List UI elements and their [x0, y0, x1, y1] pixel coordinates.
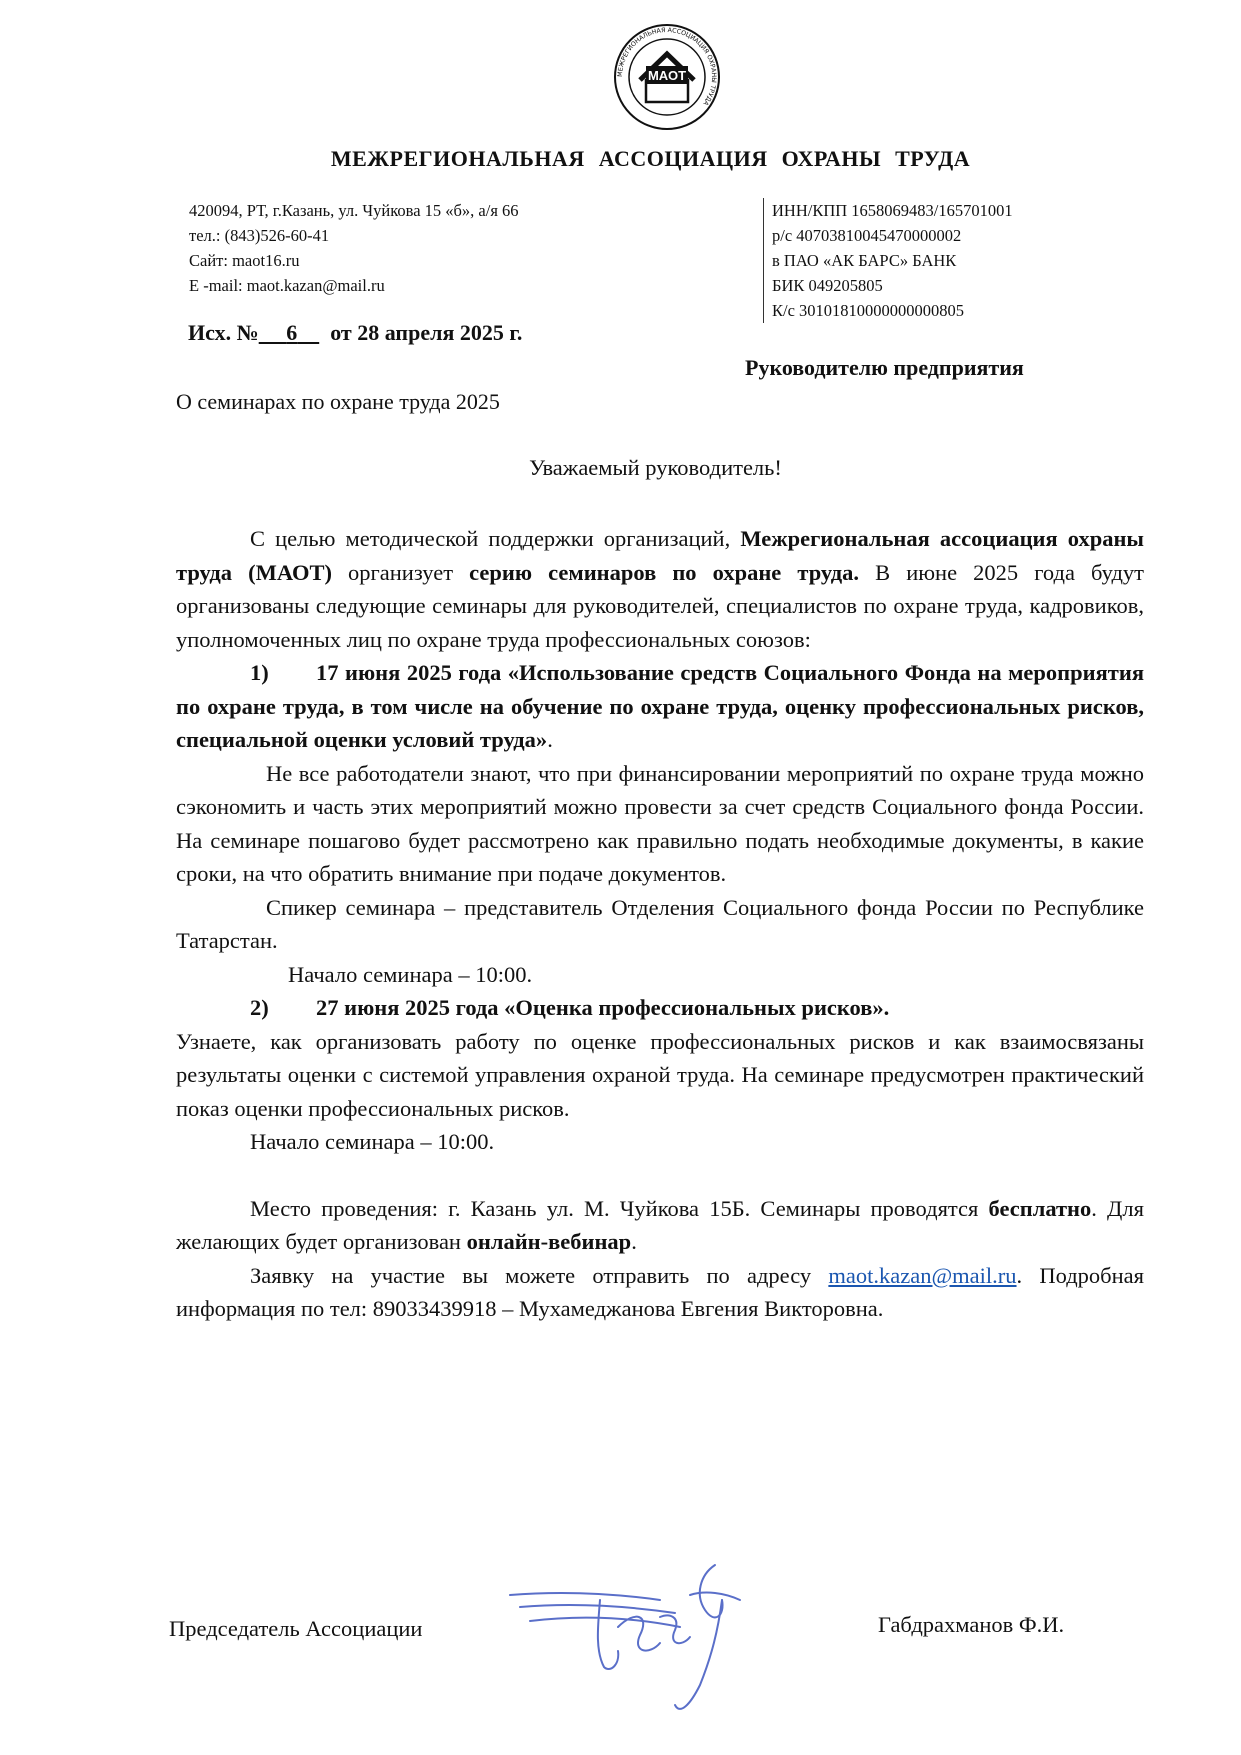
seminar-1-title: 1) 17 июня 2025 года «Использование средств Социального Фонда на мероприятия по охране труда, в том числе на обучение по охране труда, оценку профессиональных рисков, специальной оценки условий труда». — [176, 660, 1144, 752]
organization-name: МЕЖРЕГИОНАЛЬНАЯ АССОЦИАЦИЯ ОХРАНЫ ТРУДА — [330, 146, 971, 171]
intro-paragraph: С целью методической поддержки организаций, Межрегиональная ассоциация охраны труда (МАОТ) организует серию семинаров по охране труда. В июне 2025 года будут организованы следующие семинары для руководителей, специалистов по охране труда, кадровиков, уполномоченных лиц по охране труда профессиональных союзов: — [176, 526, 1145, 652]
venue-paragraph: Место проведения: г. Казань ул. М. Чуйкова 15Б. Семинары проводятся бесплатно. Для желающих будет организован онлайн-вебинар. — [176, 1195, 1144, 1254]
contact-line: Сайт: maot16.ru — [189, 251, 300, 270]
bank-line: в ПАО «АК БАРС» БАНК — [772, 251, 957, 270]
contact-line: 420094, РТ, г.Казань, ул. Чуйкова 15 «б», а/я 66 — [189, 201, 519, 220]
bank-line: р/с 40703810045470000002 — [772, 226, 962, 245]
bank-line: БИК 049205805 — [772, 276, 883, 295]
letter-body — [176, 522, 1144, 1326]
contact-line: E -mail: maot.kazan@mail.ru — [189, 276, 385, 295]
maot-logo — [612, 22, 722, 132]
spacer — [176, 1159, 1144, 1192]
ref-number: 6 — [286, 320, 298, 345]
handwritten-signature — [500, 1555, 770, 1725]
contact-line: тел.: (843)526-60-41 — [189, 226, 330, 245]
signatory-position: Председатель Ассоциации — [169, 1616, 423, 1641]
bank-line: К/с 30101810000000000805 — [772, 301, 965, 320]
bank-details-block — [763, 198, 1013, 323]
bank-line: ИНН/КПП 1658069483/165701001 — [772, 201, 1013, 220]
contacts-block — [189, 198, 519, 298]
seminar-1-start: Начало семинара – 10:00. — [288, 961, 533, 987]
logo-text: МАОТ — [647, 68, 687, 83]
application-paragraph: Заявку на участие вы можете отправить по адресу maot.kazan@mail.ru. Подробная информация по тел: 89033439918 – Мухамеджанова Евгения Викторовна. — [176, 1262, 1145, 1321]
seminar-2-start: Начало семинара – 10:00. — [250, 1129, 495, 1154]
email-link[interactable]: maot.kazan@mail.ru — [828, 1262, 1017, 1288]
subject-line: О семинарах по охране труда 2025 — [176, 389, 500, 414]
recipient: Руководителю предприятия — [745, 355, 1024, 380]
ref-date: от 28 апреля 2025 г. — [330, 320, 523, 345]
seminar-1-speaker: Спикер семинара – представитель Отделения Социального фонда России по Республике Татарстан. — [176, 894, 1144, 953]
seminar-1-description: Не все работодатели знают, что при финансировании мероприятий по охране труда можно сэкономить и часть этих мероприятий можно провести за счет средств Социального фонда России. На семинаре пошагово будет рассмотрено как правильно подать необходимые документы, в какие сроки, на что обратить внимание при подаче документов. — [176, 760, 1144, 886]
seminar-2-description: Узнаете, как организовать работу по оценке профессиональных рисков и как взаимосвязаны результаты оценки с системой управления охраной труда. На семинаре предусмотрен практический показ оценки профессиональных рисков. — [176, 1028, 1144, 1121]
logo-ring-text: МЕЖРЕГИОНАЛЬНАЯ АССОЦИАЦИЯ ОХРАНЫ ТРУДА — [616, 26, 718, 107]
greeting: Уважаемый руководитель! — [529, 455, 782, 480]
signatory-name: Габдрахманов Ф.И. — [878, 1612, 1065, 1637]
seminar-2-title: 2) 27 июня 2025 года «Оценка профессиональных рисков». — [250, 995, 890, 1020]
outgoing-reference — [188, 320, 522, 346]
ref-prefix: Исх. № — [188, 320, 259, 345]
